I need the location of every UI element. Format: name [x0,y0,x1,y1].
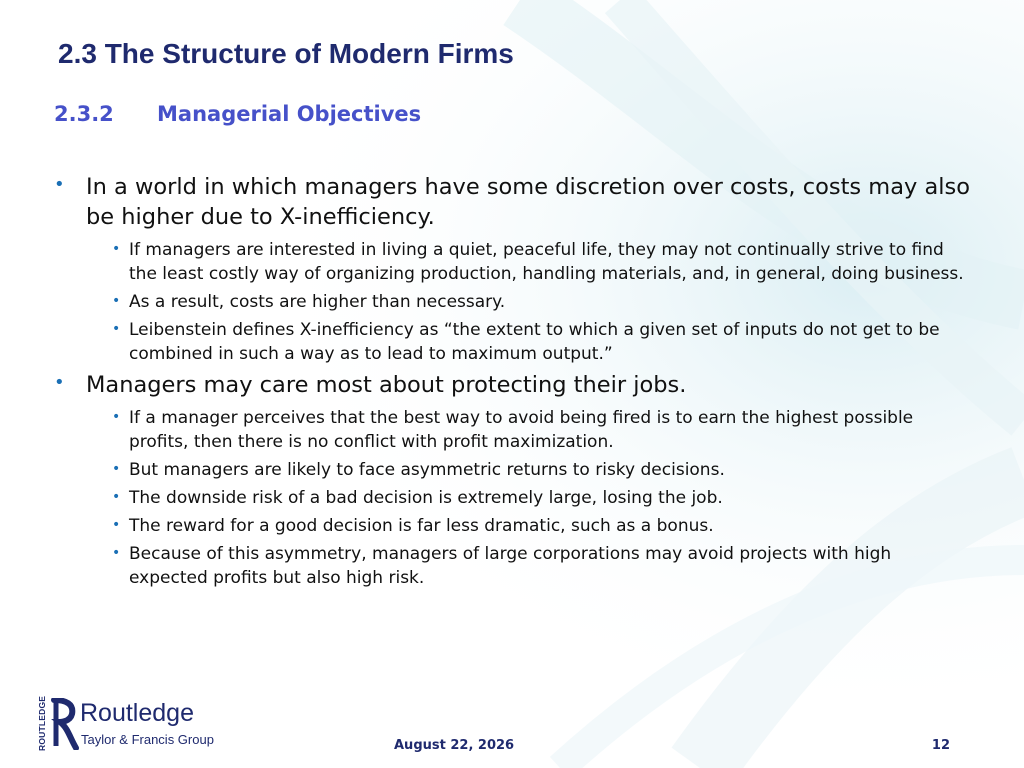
bullet-text: Managers may care most about protecting their jobs. [86,372,687,398]
sub-bullet-text: Leibenstein defines X-inefficiency as “the extent to which a given set of inputs do not get to be combined in such a way as to lead to maximum output.” [129,320,940,364]
bullet-icon: • [54,174,65,195]
sub-bullet-text: But managers are likely to face asymmetric returns to risky decisions. [129,460,725,480]
sub-bullet-item [54,542,974,590]
bullet-item [54,370,974,400]
page-number: 12 [931,738,950,753]
sub-bullet-icon: • [112,293,121,309]
sub-bullet-icon: • [112,517,121,533]
sub-bullet-item [54,514,974,538]
logo-vertical-text: ROUTLEDGE [37,695,47,751]
sub-bullet-item [54,458,974,482]
section-heading [54,102,421,126]
sub-bullet-item [54,290,974,314]
section-number: 2.3.2 [54,102,114,126]
sub-bullet-icon: • [112,489,121,505]
routledge-logo [34,697,219,753]
routledge-r-icon [50,698,80,750]
sub-bullet-text: If a manager perceives that the best way to avoid being fired is to earn the highest possible profits, then there is no conflict with profit maximization. [129,408,914,452]
logo-name: Routledge [80,699,194,727]
sub-bullet-icon: • [112,409,121,425]
footer-date: August 22, 2026 [394,738,515,753]
sub-bullet-item [54,406,974,454]
sub-bullet-text: The reward for a good decision is far less dramatic, such as a bonus. [129,516,714,536]
sub-bullet-text: If managers are interested in living a quiet, peaceful life, they may not continually strive to find the least costly way of organizing production, handling materials, and, in general, doing business. [129,240,964,284]
bullet-list [54,172,974,594]
bullet-group [54,172,974,366]
sub-bullet-icon: • [112,545,121,561]
section-title: Managerial Objectives [157,102,422,126]
sub-bullet-text: The downside risk of a bad decision is extremely large, losing the job. [129,488,723,508]
sub-bullet-icon: • [112,461,121,477]
bullet-item [54,172,974,232]
sub-bullet-item [54,486,974,510]
slide-title: 2.3 The Structure of Modern Firms [58,38,514,69]
logo-group-name: Taylor & Francis Group [81,732,214,747]
sub-bullet-icon: • [112,241,121,257]
bullet-group [54,370,974,590]
sub-bullet-item [54,238,974,286]
sub-bullet-text: As a result, costs are higher than necessary. [129,292,506,312]
bullet-text: In a world in which managers have some discretion over costs, costs may also be higher due to X-inefficiency. [86,174,970,230]
sub-bullet-item [54,318,974,366]
sub-bullet-text: Because of this asymmetry, managers of large corporations may avoid projects with high expected profits but also high risk. [129,544,892,588]
sub-bullet-icon: • [112,321,121,337]
bullet-icon: • [54,372,65,393]
